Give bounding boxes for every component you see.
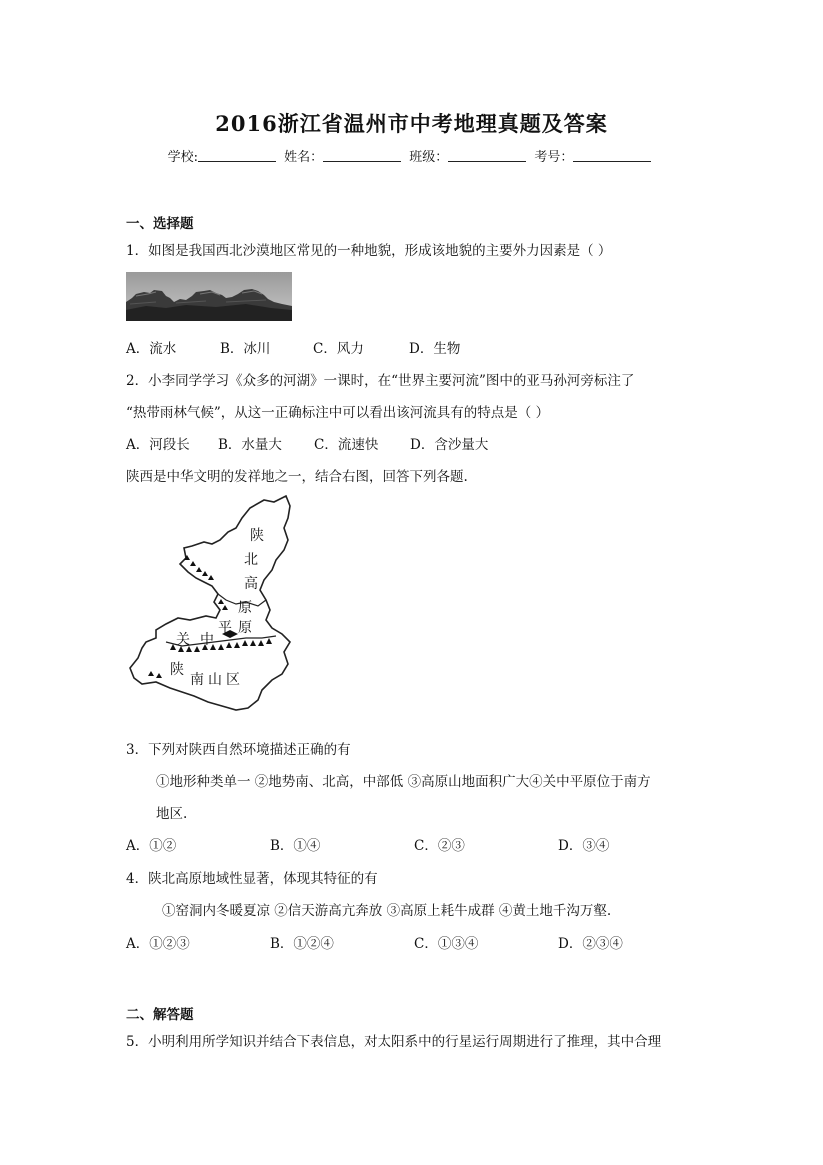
question-3-statements-line2: 地区. — [156, 806, 188, 822]
q4-option-d: D．②③④ — [558, 936, 623, 952]
map-label-7: 平 — [218, 621, 232, 636]
q4-option-c: C．①③④ — [414, 936, 479, 952]
question-3-stem: 3．下列对陕西自然环境描述正确的有 — [126, 742, 351, 758]
q4-option-a: A．①②③ — [126, 936, 190, 952]
map-label-4: 原 — [238, 601, 252, 616]
question-2-stem-line1: 2．小李同学学习《众多的河湖》一课时，在“世界主要河流”图中的亚马孙河旁标注了 — [126, 373, 635, 389]
info-class-blank — [448, 149, 526, 162]
q1-option-a: A．流水 — [126, 341, 177, 357]
map-label-9: 陕 — [170, 663, 184, 678]
shaanxi-map — [126, 492, 296, 714]
map-label-3: 高 — [244, 577, 258, 592]
q1-option-c: C．风力 — [313, 341, 364, 357]
question-3-statements-line1: ①地形种类单一 ②地势南、北高，中部低 ③高原山地面积广大④关中平原位于南方 — [156, 774, 651, 790]
map-label-12: 区 — [226, 673, 240, 688]
q3-option-b: B．①④ — [270, 838, 321, 854]
q2-option-a: A．河段长 — [126, 437, 190, 453]
map-label-1: 陕 — [250, 529, 264, 544]
question-1-stem: 1．如图是我国西北沙漠地区常见的一种地貌，形成该地貌的主要外力因素是（ ） — [126, 243, 612, 259]
info-name-label: 姓名： — [284, 150, 324, 165]
q3-option-d: D．③④ — [558, 838, 610, 854]
info-number-blank — [573, 149, 651, 162]
map-label-5: 关 — [176, 633, 190, 648]
student-info-line — [0, 146, 823, 165]
question-5-stem: 5．小明利用所学知识并结合下表信息，对太阳系中的行星运行周期进行了推理，其中合理 — [126, 1034, 662, 1050]
q3-option-a: A．①② — [126, 838, 177, 854]
q1-option-b: B．冰川 — [220, 341, 271, 357]
info-class-label: 班级： — [409, 150, 449, 165]
section-heading-choice: 一、选择题 — [126, 216, 194, 232]
info-number-label: 考号： — [534, 150, 574, 165]
shaanxi-intro: 陕西是中华文明的发祥地之一，结合右图，回答下列各题. — [126, 469, 468, 485]
map-label-11: 山 — [208, 673, 222, 688]
question-4-stem: 4．陕北高原地域性显著，体现其特征的有 — [126, 871, 378, 887]
q3-option-c: C．②③ — [414, 838, 465, 854]
question-4-statements: ①窑洞内冬暖夏凉 ②信天游高亢奔放 ③高原上耗牛成群 ④黄土地千沟万壑. — [162, 903, 612, 919]
desert-landform-photo — [126, 272, 292, 321]
info-school-blank — [198, 149, 276, 162]
document-title: 2016浙江省温州市中考地理真题及答案 — [215, 111, 608, 136]
map-label-10: 南 — [190, 673, 204, 688]
section-heading-answer: 二、解答题 — [126, 1007, 194, 1023]
q1-option-d: D．生物 — [409, 341, 461, 357]
map-label-6: 中 — [200, 633, 214, 648]
q2-option-b: B．水量大 — [218, 437, 282, 453]
q2-option-d: D．含沙量大 — [410, 437, 489, 453]
q2-option-c: C．流速快 — [314, 437, 379, 453]
map-label-2: 北 — [244, 553, 258, 568]
q4-option-b: B．①②④ — [270, 936, 334, 952]
question-2-stem-line2: “热带雨林气候”，从这一正确标注中可以看出该河流具有的特点是（ ） — [126, 405, 550, 421]
info-name-blank — [323, 149, 401, 162]
info-school-label: 学校: — [167, 150, 198, 165]
map-label-8: 原 — [238, 621, 252, 636]
